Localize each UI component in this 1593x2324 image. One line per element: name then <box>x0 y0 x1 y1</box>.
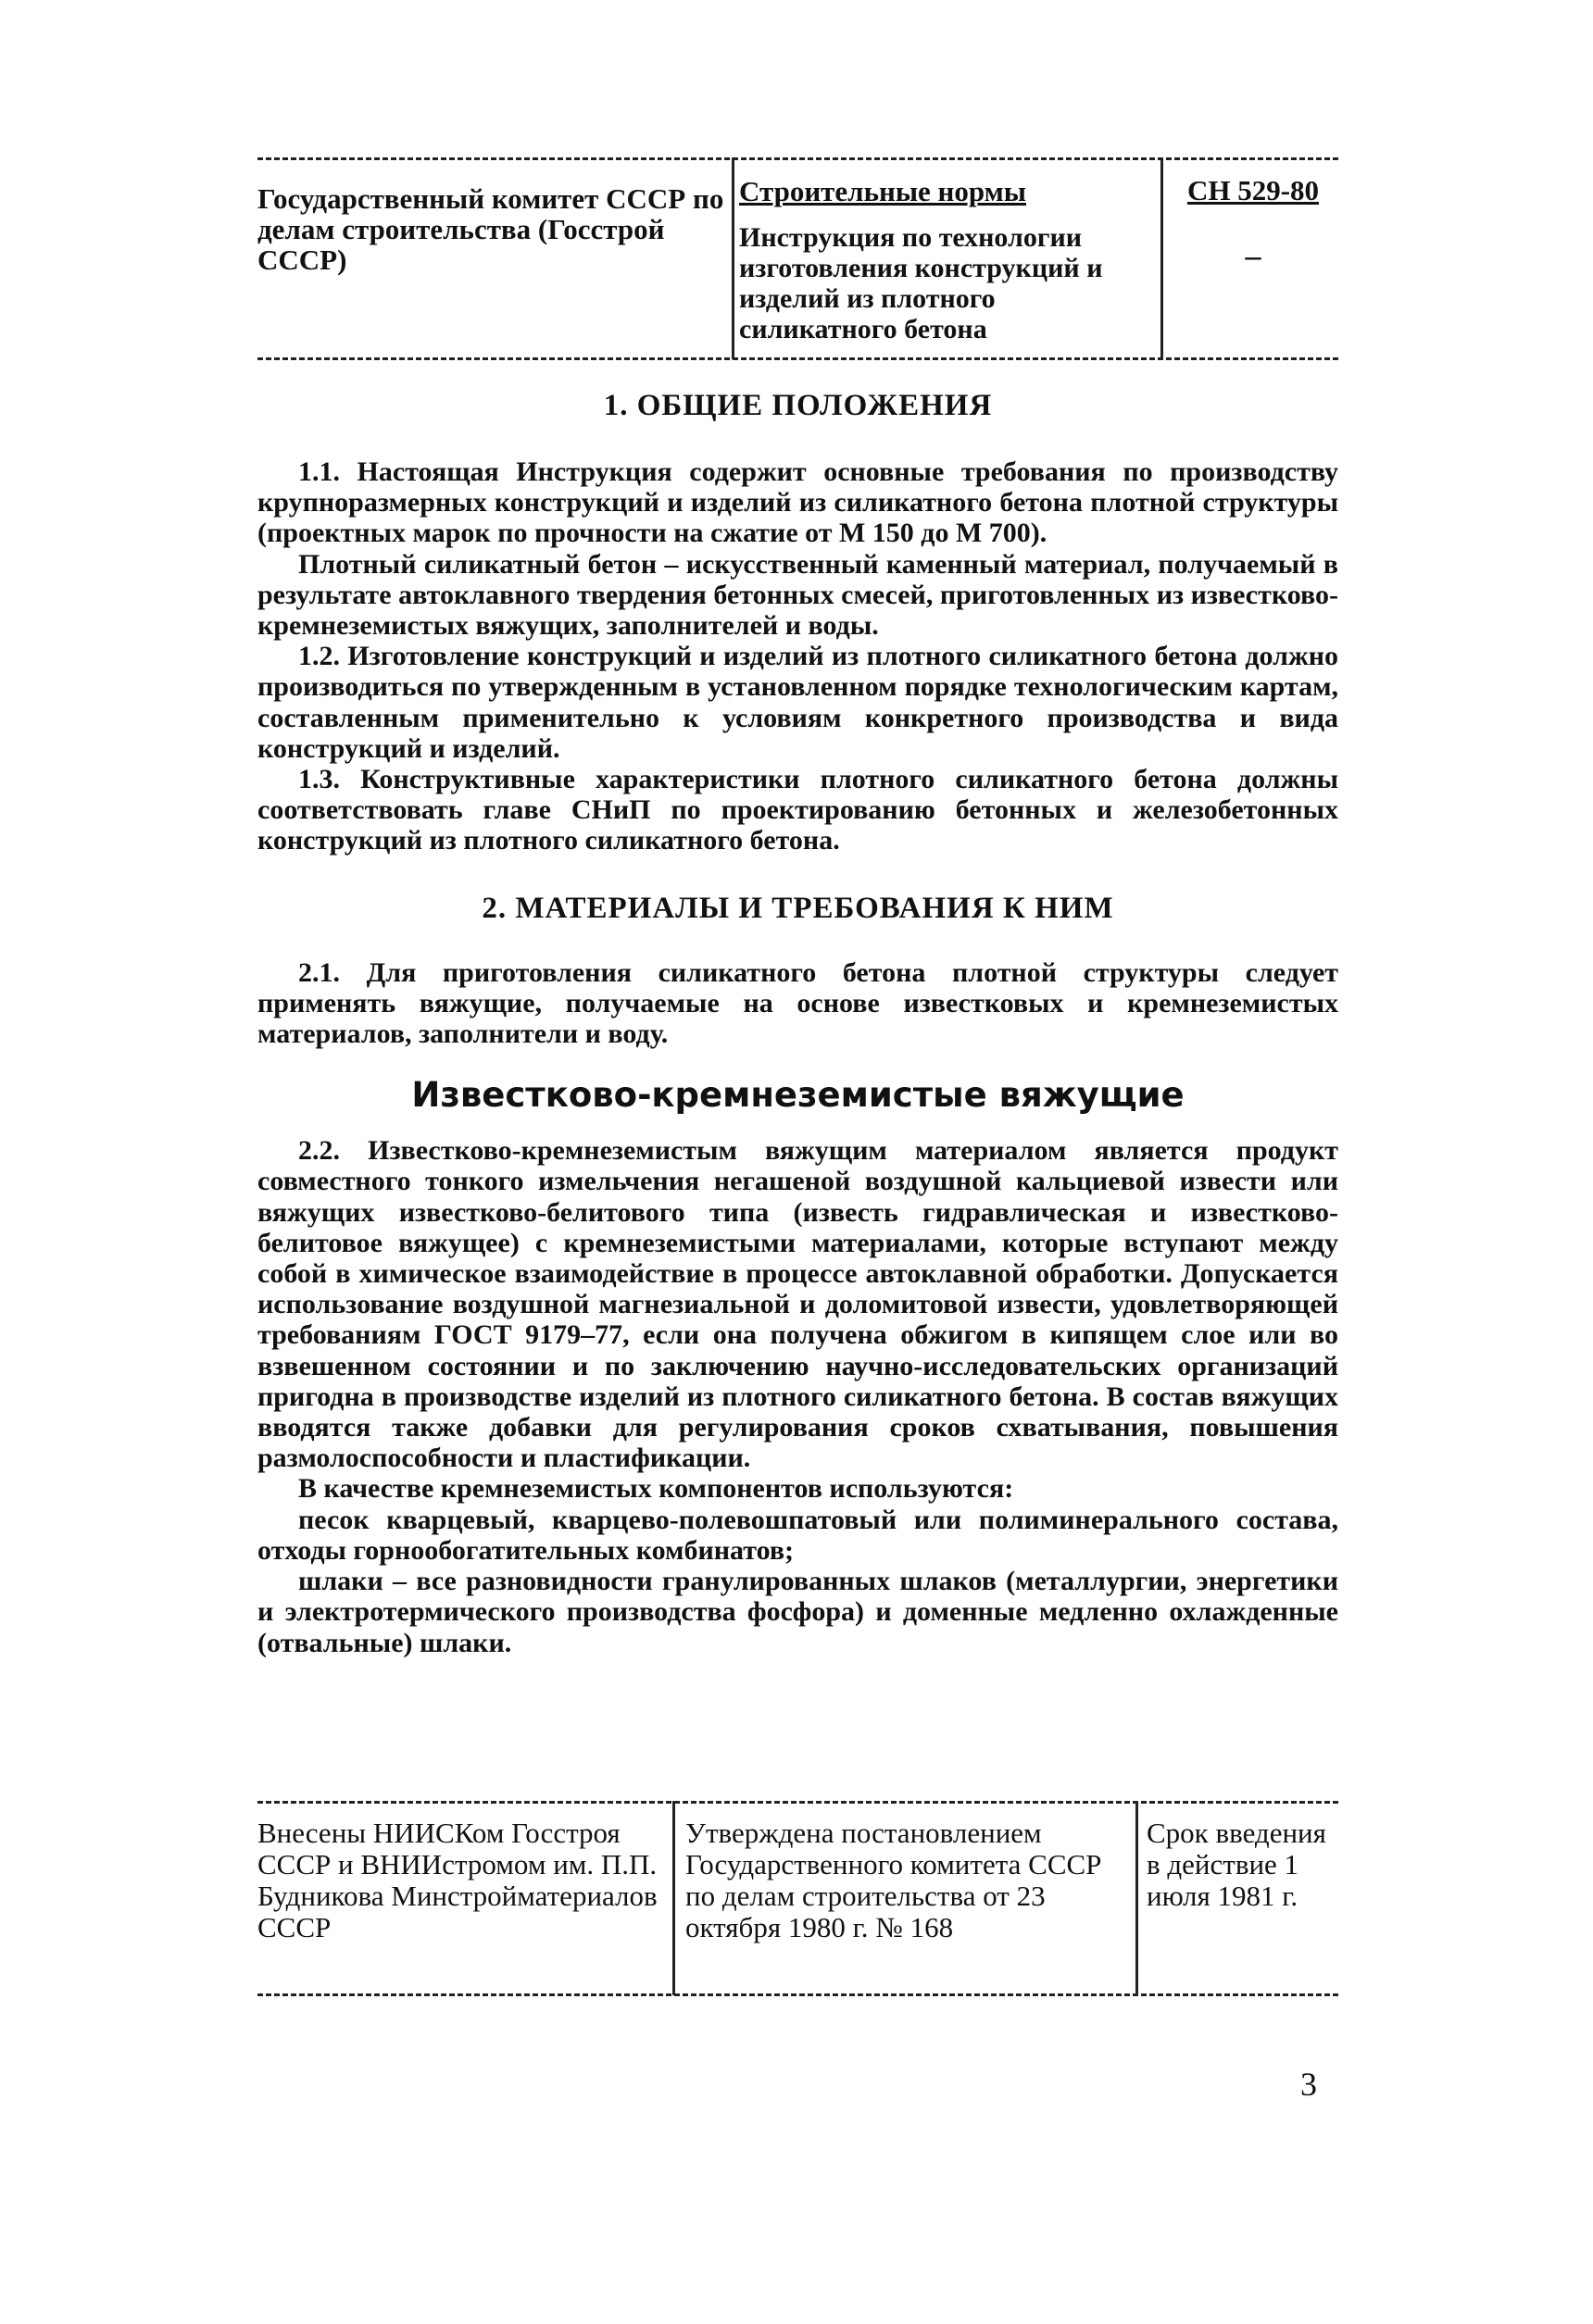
header-top-rule <box>257 157 1338 160</box>
footer-submitted-by: Внесены НИИСКом Госстроя СССР и ВНИИстромом им. П.П. Будникова Минстройматериалов СССР <box>257 1817 658 1943</box>
footer-effective-date: Срок введения в действие 1 июля 1981 г. <box>1147 1817 1326 1912</box>
header-organization: Государственный комитет СССР по делам строительства (Госстрой СССР) <box>257 182 724 276</box>
header-document-code: СН 529-80 <box>1186 174 1320 206</box>
section-1-heading: 1. ОБЩИЕ ПОЛОЖЕНИЯ <box>603 389 993 422</box>
page-number: 3 <box>1300 2066 1317 2103</box>
footer-approved-by: Утверждена постановлением Государственного комитета СССР по делам строительства от 23 октября 1980 г. № 168 <box>685 1817 1102 1943</box>
header-category: Строительные нормы <box>739 175 1026 207</box>
paragraph-1-3: 1.3. Конструктивные характеристики плотного силикатного бетона должны соответствовать главе СНиП по проектированию бетонных и железобетонных конструкций из плотного силикатного бетона. <box>257 764 1338 856</box>
subsection-heading-binders: Известково-кремнеземистые вяжущие <box>411 1075 1185 1116</box>
footer-divider-2 <box>1135 1801 1138 1995</box>
header-divider-2 <box>1160 157 1163 359</box>
paragraph-2-1: 2.1. Для приготовления силикатного бетона плотной структуры следует применять вяжущие, получаемые на основе известковых и кремнеземистых материалов, заполнители и воду. <box>257 956 1338 1050</box>
paragraph-2-2: 2.2. Известково-кремнеземистым вяжущим материалом является продукт совместного тонкого измельчения негашеной воздушной кальциевой извести или вяжущих известково-белитового типа (известь гидравлическая и известково-белитовое вяжущее) с кремнеземистыми материалами, которые вступают между собой в химическое взаимодействие в процессе автоклавной обработки. Допускается использование воздушной магнезиальной и доломитовой извести, удовлетворяющей требованиям ГОСТ 9179–77, если она получена обжигом в кипящем слое или во взвешенном состоянии и по заключению научно-исследовательских организаций пригодна в производстве изделий из плотного силикатного бетона. В состав вяжущих вводятся также добавки для регулирования сроков схватывания, повышения размолоспособности и пластификации. <box>257 1135 1338 1474</box>
header-document-title: Инструкция по технологии изготовления конструкций и изделий из плотного силикатного бетона <box>739 222 1103 344</box>
footer-divider-1 <box>672 1801 675 1995</box>
paragraph-silica-components-intro: В качестве кремнеземистых компонентов используются: <box>298 1473 1014 1505</box>
paragraph-1-1: 1.1. Настоящая Инструкция содержит основные требования по производству крупноразмерных конструкций и изделий из силикатного бетона плотной структуры (проектных марок по прочности на сжатие от М 150 до М 700). <box>257 456 1338 549</box>
paragraph-slags: шлаки – все разновидности гранулированных шлаков (металлургии, энергетики и электротермического производства фосфора) и доменные медленно охлажденные (отвальные) шлаки. <box>257 1566 1338 1658</box>
header-divider-1 <box>732 157 734 359</box>
header-bottom-rule <box>257 357 1338 360</box>
section-2-heading: 2. МАТЕРИАЛЫ И ТРЕБОВАНИЯ К НИМ <box>482 891 1114 925</box>
document-body <box>257 389 1338 1658</box>
footer-top-rule <box>257 1801 1338 1804</box>
footer-table <box>257 1801 1338 1995</box>
footer-bottom-rule <box>257 1993 1338 1996</box>
paragraph-1-1-definition: Плотный силикатный бетон – искусственный каменный материал, получаемый в результате автоклавного твердения бетонных смесей, приготовленных из известково-кремнеземистых вяжущих, заполнителей и воды. <box>257 548 1338 642</box>
paragraph-sand: песок кварцевый, кварцево-полевошпатовый или полиминерального состава, отходы горнообогатительных комбинатов; <box>257 1504 1338 1566</box>
paragraph-1-2: 1.2. Изготовление конструкций и изделий из плотного силикатного бетона должно производиться по утвержденным в установленном порядке технологическим картам, составленным применительно к условиям конкретного производства и вида конструкций и изделий. <box>257 641 1338 764</box>
header-replaces: – <box>1245 239 1261 273</box>
header-table <box>257 157 1338 359</box>
